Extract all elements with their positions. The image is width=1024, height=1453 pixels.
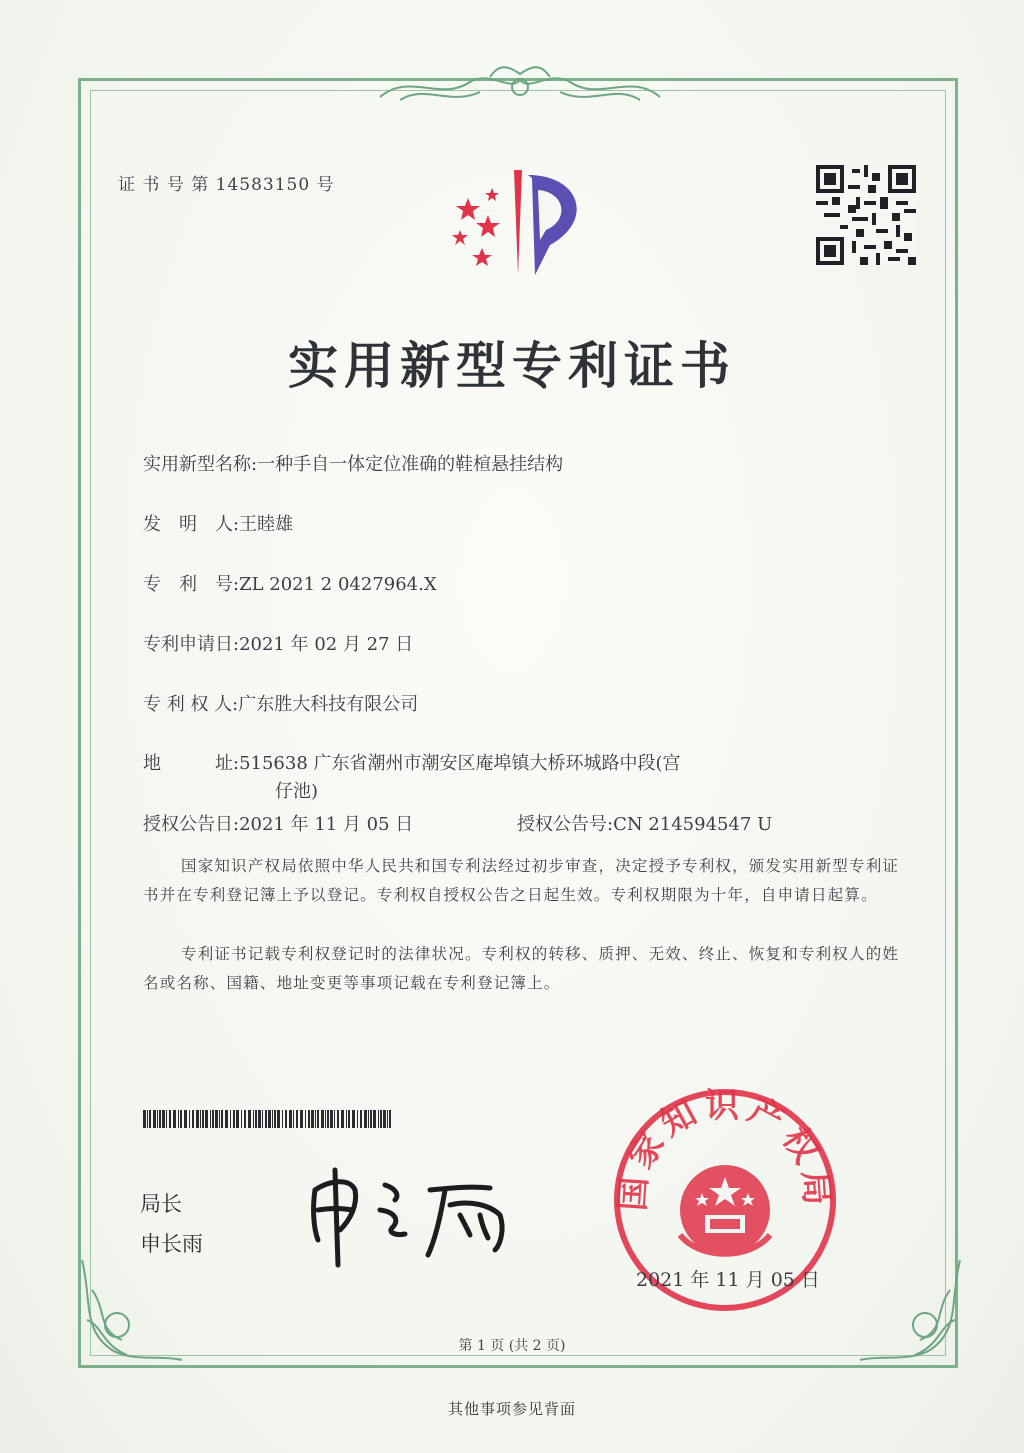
- statement-paragraph: 国家知识产权局依照中华人民共和国专利法经过初步审查，决定授予专利权，颁发实用新型专利证书并在专利登记簿上予以登记。专利权自授权公告之日起生效。专利权期限为十年，自申请日起算。: [143, 857, 900, 904]
- grant-date-row: [143, 810, 413, 836]
- utility-model-name-value: 一种手自一体定位准确的鞋楦悬挂结构: [257, 454, 564, 475]
- inventor-value: 王睦雄: [239, 514, 294, 535]
- certificate-number: 证 书 号 第 14583150 号: [118, 175, 335, 195]
- address-row: [143, 749, 681, 775]
- seal-date: 2021 年 11 月 05 日: [636, 1269, 820, 1291]
- grant-number-value: CN 214594547 U: [613, 814, 773, 835]
- footer-note: 其他事项参见背面: [447, 1400, 576, 1418]
- top-ornament-icon: [370, 62, 670, 112]
- patentee-row: [143, 690, 418, 716]
- certificate-title: 实用新型专利证书: [288, 336, 736, 395]
- statement-paragraph: 专利证书记载专利权登记时的法律状况。专利权的转移、质押、无效、终止、恢复和专利权人的姓名或名称、国籍、地址变更等事项记载在专利登记簿上。: [143, 945, 900, 992]
- grant-date-value: 2021 年 11 月 05 日: [239, 814, 414, 835]
- svg-text:国家知识产权局: 国家知识产权局: [612, 1086, 838, 1213]
- director-title: 局长: [140, 1192, 182, 1216]
- grant-number-row: [517, 810, 772, 836]
- page-number: 第 1 页 (共 2 页): [458, 1338, 566, 1354]
- grant-number-label: 授权公告号:: [517, 814, 614, 835]
- address-value-continued: 仔池): [275, 781, 319, 802]
- grant-date-label: 授权公告日:: [143, 814, 240, 835]
- qr-code-icon: [816, 165, 916, 265]
- filing-date-label: 专利申请日:: [143, 634, 240, 655]
- patentee-value: 广东胜大科技有限公司: [238, 694, 419, 715]
- filing-date-value: 2021 年 02 月 27 日: [239, 634, 414, 655]
- address-value: 515638 广东省潮州市潮安区庵埠镇大桥环城路中段(宫: [239, 753, 681, 774]
- inventor-label: 发 明 人:: [143, 514, 240, 535]
- inventor-row: [143, 510, 293, 536]
- address-label: 地 址:: [143, 753, 240, 774]
- signature-icon: [300, 1160, 530, 1270]
- patent-number-row: [143, 570, 437, 596]
- filing-date-row: [143, 630, 413, 656]
- patent-logo-icon: [440, 160, 600, 280]
- patent-number-value: ZL 2021 2 0427964.X: [239, 574, 437, 595]
- director-name: 申长雨: [140, 1232, 203, 1256]
- utility-model-name-label: 实用新型名称:: [143, 454, 258, 475]
- barcode-icon: [143, 1110, 395, 1128]
- utility-model-name-row: [143, 450, 563, 476]
- patent-number-label: 专 利 号:: [143, 574, 240, 595]
- patentee-label: 专 利 权 人:: [143, 694, 239, 715]
